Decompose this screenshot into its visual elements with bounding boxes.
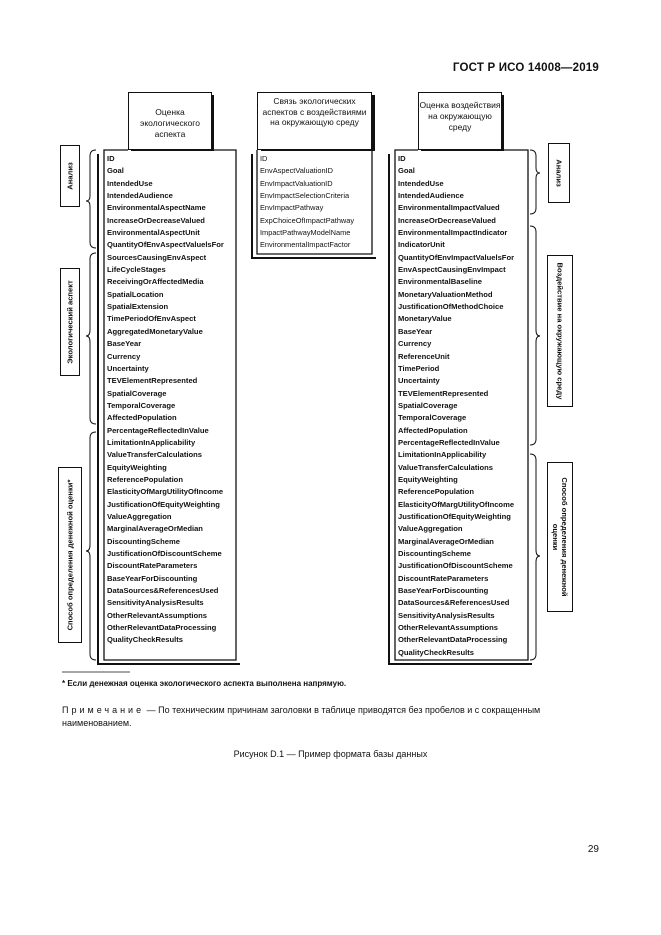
side-label-box: [58, 467, 82, 643]
field-name: IncreaseOrDecreaseValued: [398, 215, 496, 225]
field-name: MonetaryValuationMethod: [398, 289, 493, 299]
field-name: TimePeriod: [398, 363, 440, 373]
field-name: IntendedUse: [107, 178, 153, 188]
field-name: IntendedAudience: [107, 191, 173, 201]
right-field-list: [398, 153, 527, 659]
field-name: EquityWeighting: [398, 474, 458, 484]
page-number: 29: [587, 844, 599, 855]
field-name: ImpactPathwayModelName: [260, 228, 351, 238]
field-name: TimePeriodOfEnvAspect: [107, 314, 196, 324]
brace-left-method: [86, 432, 96, 660]
field-name: OtherRelevantDataProcessing: [107, 623, 217, 633]
field-name: ReferencePopulation: [398, 487, 474, 497]
field-name: TEVElementRepresented: [107, 376, 198, 386]
field-name: ExpChoiceOfImpactPathway: [260, 215, 355, 225]
side-label-box: [60, 268, 80, 376]
field-name: Uncertainty: [107, 363, 149, 373]
brace-left-analysis: [86, 150, 96, 248]
field-name: ReferenceUnit: [398, 351, 450, 361]
field-name: EquityWeighting: [107, 462, 167, 472]
field-name: PercentageReflectedInValue: [107, 425, 209, 435]
note-label: Примечание: [62, 705, 145, 715]
field-name: SpatialExtension: [107, 302, 169, 312]
field-name: SpatialCoverage: [398, 400, 458, 410]
field-name: DataSources&ReferencesUsed: [107, 586, 219, 596]
field-name: AffectedPopulation: [107, 413, 177, 423]
field-name: ElasticityOfMargUtilityOfIncome: [107, 487, 224, 497]
field-name: SensitivityAnalysisResults: [107, 598, 204, 608]
field-name: Currency: [107, 351, 141, 361]
field-name: ReceivingOrAffectedMedia: [107, 277, 204, 287]
brace-right-analysis: [530, 150, 540, 214]
field-name: SourcesCausingEnvAspect: [107, 252, 207, 262]
header-box-aspect: Оценка экологического аспекта: [128, 92, 212, 150]
field-name: IntendedAudience: [398, 191, 464, 201]
field-name: EnvAspectValuationID: [260, 166, 333, 176]
field-name: SpatialCoverage: [107, 388, 167, 398]
footnote: * Если денежная оценка экологического аспекта выполнена напрямую.: [62, 679, 347, 688]
field-name: EnvironmentalImpactValued: [398, 203, 500, 213]
field-name: JustificationOfDiscountScheme: [107, 549, 222, 558]
field-name: EnvironmentalAspectUnit: [107, 228, 200, 238]
field-name: LimitationInApplicability: [398, 450, 487, 460]
field-name: DiscountingScheme: [398, 549, 471, 558]
field-name: EnvImpactValuationID: [260, 178, 333, 188]
field-name: BaseYearForDiscounting: [398, 586, 489, 596]
field-name: TEVElementRepresented: [398, 388, 489, 398]
field-name: EnvironmentalBaseline: [398, 277, 482, 287]
field-name: BaseYearForDiscounting: [107, 573, 198, 583]
field-name: MonetaryValue: [398, 314, 452, 324]
header-box-link: Связь экологических аспектов с воздействиями на окружающую среду: [257, 92, 372, 150]
field-name: QuantityOfEnvImpactValuelsFor: [398, 252, 515, 262]
field-name: BaseYear: [107, 339, 142, 349]
field-name: ReferencePopulation: [107, 474, 183, 484]
label-right-analysis: Анализ: [554, 159, 564, 187]
label-right-impact: Воздействие на окружающую среду: [555, 262, 565, 400]
field-name: ElasticityOfMargUtilityOfIncome: [398, 499, 515, 509]
brace-left-aspect: [86, 253, 96, 424]
field-name: TemporalCoverage: [107, 400, 176, 410]
field-name: DiscountRateParameters: [107, 561, 198, 571]
field-name: ValueAggregation: [107, 511, 172, 521]
field-name: LimitationInApplicability: [107, 437, 196, 447]
header-box-impact: Оценка воздействия на окружающую среду: [418, 92, 502, 150]
field-name: EnvironmentalImpactFactor: [260, 240, 351, 250]
field-name: EnvironmentalImpactIndicator: [398, 228, 508, 238]
field-name: ID: [260, 154, 268, 163]
field-name: ID: [398, 154, 406, 163]
field-name: AggregatedMonetaryValue: [107, 326, 203, 336]
field-name: LifeCycleStages: [107, 265, 166, 275]
brace-right-impact: [530, 226, 540, 445]
field-name: SpatialLocation: [107, 289, 164, 299]
field-name: ValueTransferCalculations: [398, 462, 493, 472]
label-left-analysis: Анализ: [65, 162, 75, 190]
field-name: JustificationOfEquityWeighting: [398, 511, 511, 521]
field-name: OtherRelevantAssumptions: [107, 610, 208, 620]
note-text: — По техническим причинам заголовки в таблице приводятся без пробелов и с сокращенным наименованием.: [62, 705, 541, 728]
field-name: QuantityOfEnvAspectValuelsFor: [107, 240, 224, 250]
note: [62, 704, 602, 730]
field-name: PercentageReflectedInValue: [398, 437, 500, 447]
side-label-box: [547, 255, 573, 407]
field-name: OtherRelevantAssumptions: [398, 623, 499, 633]
middle-field-list: [260, 153, 371, 252]
figure-caption: Рисунок D.1 — Пример формата базы данных: [233, 749, 428, 759]
field-name: MarginalAverageOrMedian: [398, 536, 494, 546]
document-code: ГОСТ Р ИСО 14008—2019: [452, 62, 599, 74]
left-field-list: [107, 153, 235, 647]
side-label-box: [548, 143, 570, 203]
field-name: AffectedPopulation: [398, 425, 468, 435]
field-name: Uncertainty: [398, 376, 440, 386]
field-name: JustificationOfMethodChoice: [398, 302, 504, 312]
field-name: DiscountingScheme: [107, 536, 180, 546]
field-name: IncreaseOrDecreaseValued: [107, 215, 205, 225]
side-label-box: [547, 462, 573, 612]
label-left-method: Способ определения денежной оценки*: [65, 479, 75, 631]
field-name: IntendedUse: [398, 178, 444, 188]
field-name: JustificationOfDiscountScheme: [398, 561, 513, 571]
brace-right-method: [530, 454, 540, 660]
field-name: EnvAspectCausingEnvImpact: [398, 265, 506, 275]
side-label-box: [60, 145, 80, 207]
field-name: ID: [107, 154, 115, 163]
field-name: OtherRelevantDataProcessing: [398, 635, 508, 645]
label-right-method: Способ определения денежной оценки: [551, 477, 569, 597]
field-name: EnvironmentalAspectName: [107, 203, 206, 213]
field-name: EnvImpactPathway: [260, 203, 324, 213]
field-name: QualityCheckResults: [398, 647, 474, 657]
field-name: Currency: [398, 339, 432, 349]
field-name: Goal: [398, 166, 415, 176]
label-left-aspect: Экологический аспект: [65, 280, 75, 364]
field-name: JustificationOfEquityWeighting: [107, 499, 220, 509]
field-name: MarginalAverageOrMedian: [107, 524, 203, 534]
field-name: QualityCheckResults: [107, 635, 183, 645]
field-name: TemporalCoverage: [398, 413, 467, 423]
field-name: IndicatorUnit: [398, 240, 445, 250]
field-name: SensitivityAnalysisResults: [398, 610, 495, 620]
field-name: ValueTransferCalculations: [107, 450, 202, 460]
field-name: EnvImpactSelectionCriteria: [260, 191, 350, 201]
field-name: BaseYear: [398, 326, 433, 336]
field-name: DiscountRateParameters: [398, 573, 489, 583]
field-name: ValueAggregation: [398, 524, 463, 534]
field-name: Goal: [107, 166, 124, 176]
field-name: DataSources&ReferencesUsed: [398, 598, 510, 608]
